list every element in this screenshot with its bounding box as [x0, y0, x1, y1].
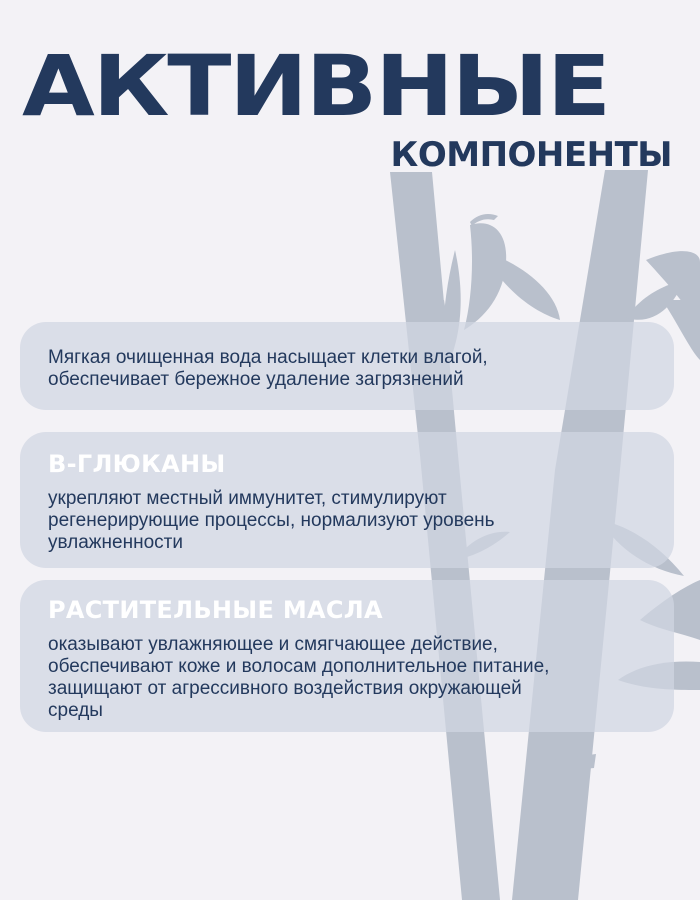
- page-subtitle: КОМПОНЕНТЫ: [390, 135, 672, 175]
- card-title: Β-ГЛЮКАНЫ: [48, 450, 226, 478]
- card-text: оказывают увлажняющее и смягчающее действие, обеспечивают коже и волосам дополнительное питание, защищают от агрессивного воздействия окружающей среды: [48, 634, 550, 721]
- card-title: РАСТИТЕЛЬНЫЕ МАСЛА: [48, 596, 383, 624]
- page-title: АКТИВНЫЕ: [22, 37, 609, 135]
- info-card-plant-oils: [20, 580, 674, 732]
- card-text: укрепляют местный иммунитет, стимулируют регенерирующие процессы, нормализуют уровень увлажненности: [48, 488, 495, 553]
- info-card-water: [20, 322, 674, 410]
- info-card-beta-glucans: [20, 432, 674, 568]
- card-text: Мягкая очищенная вода насыщает клетки влагой, обеспечивает бережное удаление загрязнений: [48, 347, 488, 390]
